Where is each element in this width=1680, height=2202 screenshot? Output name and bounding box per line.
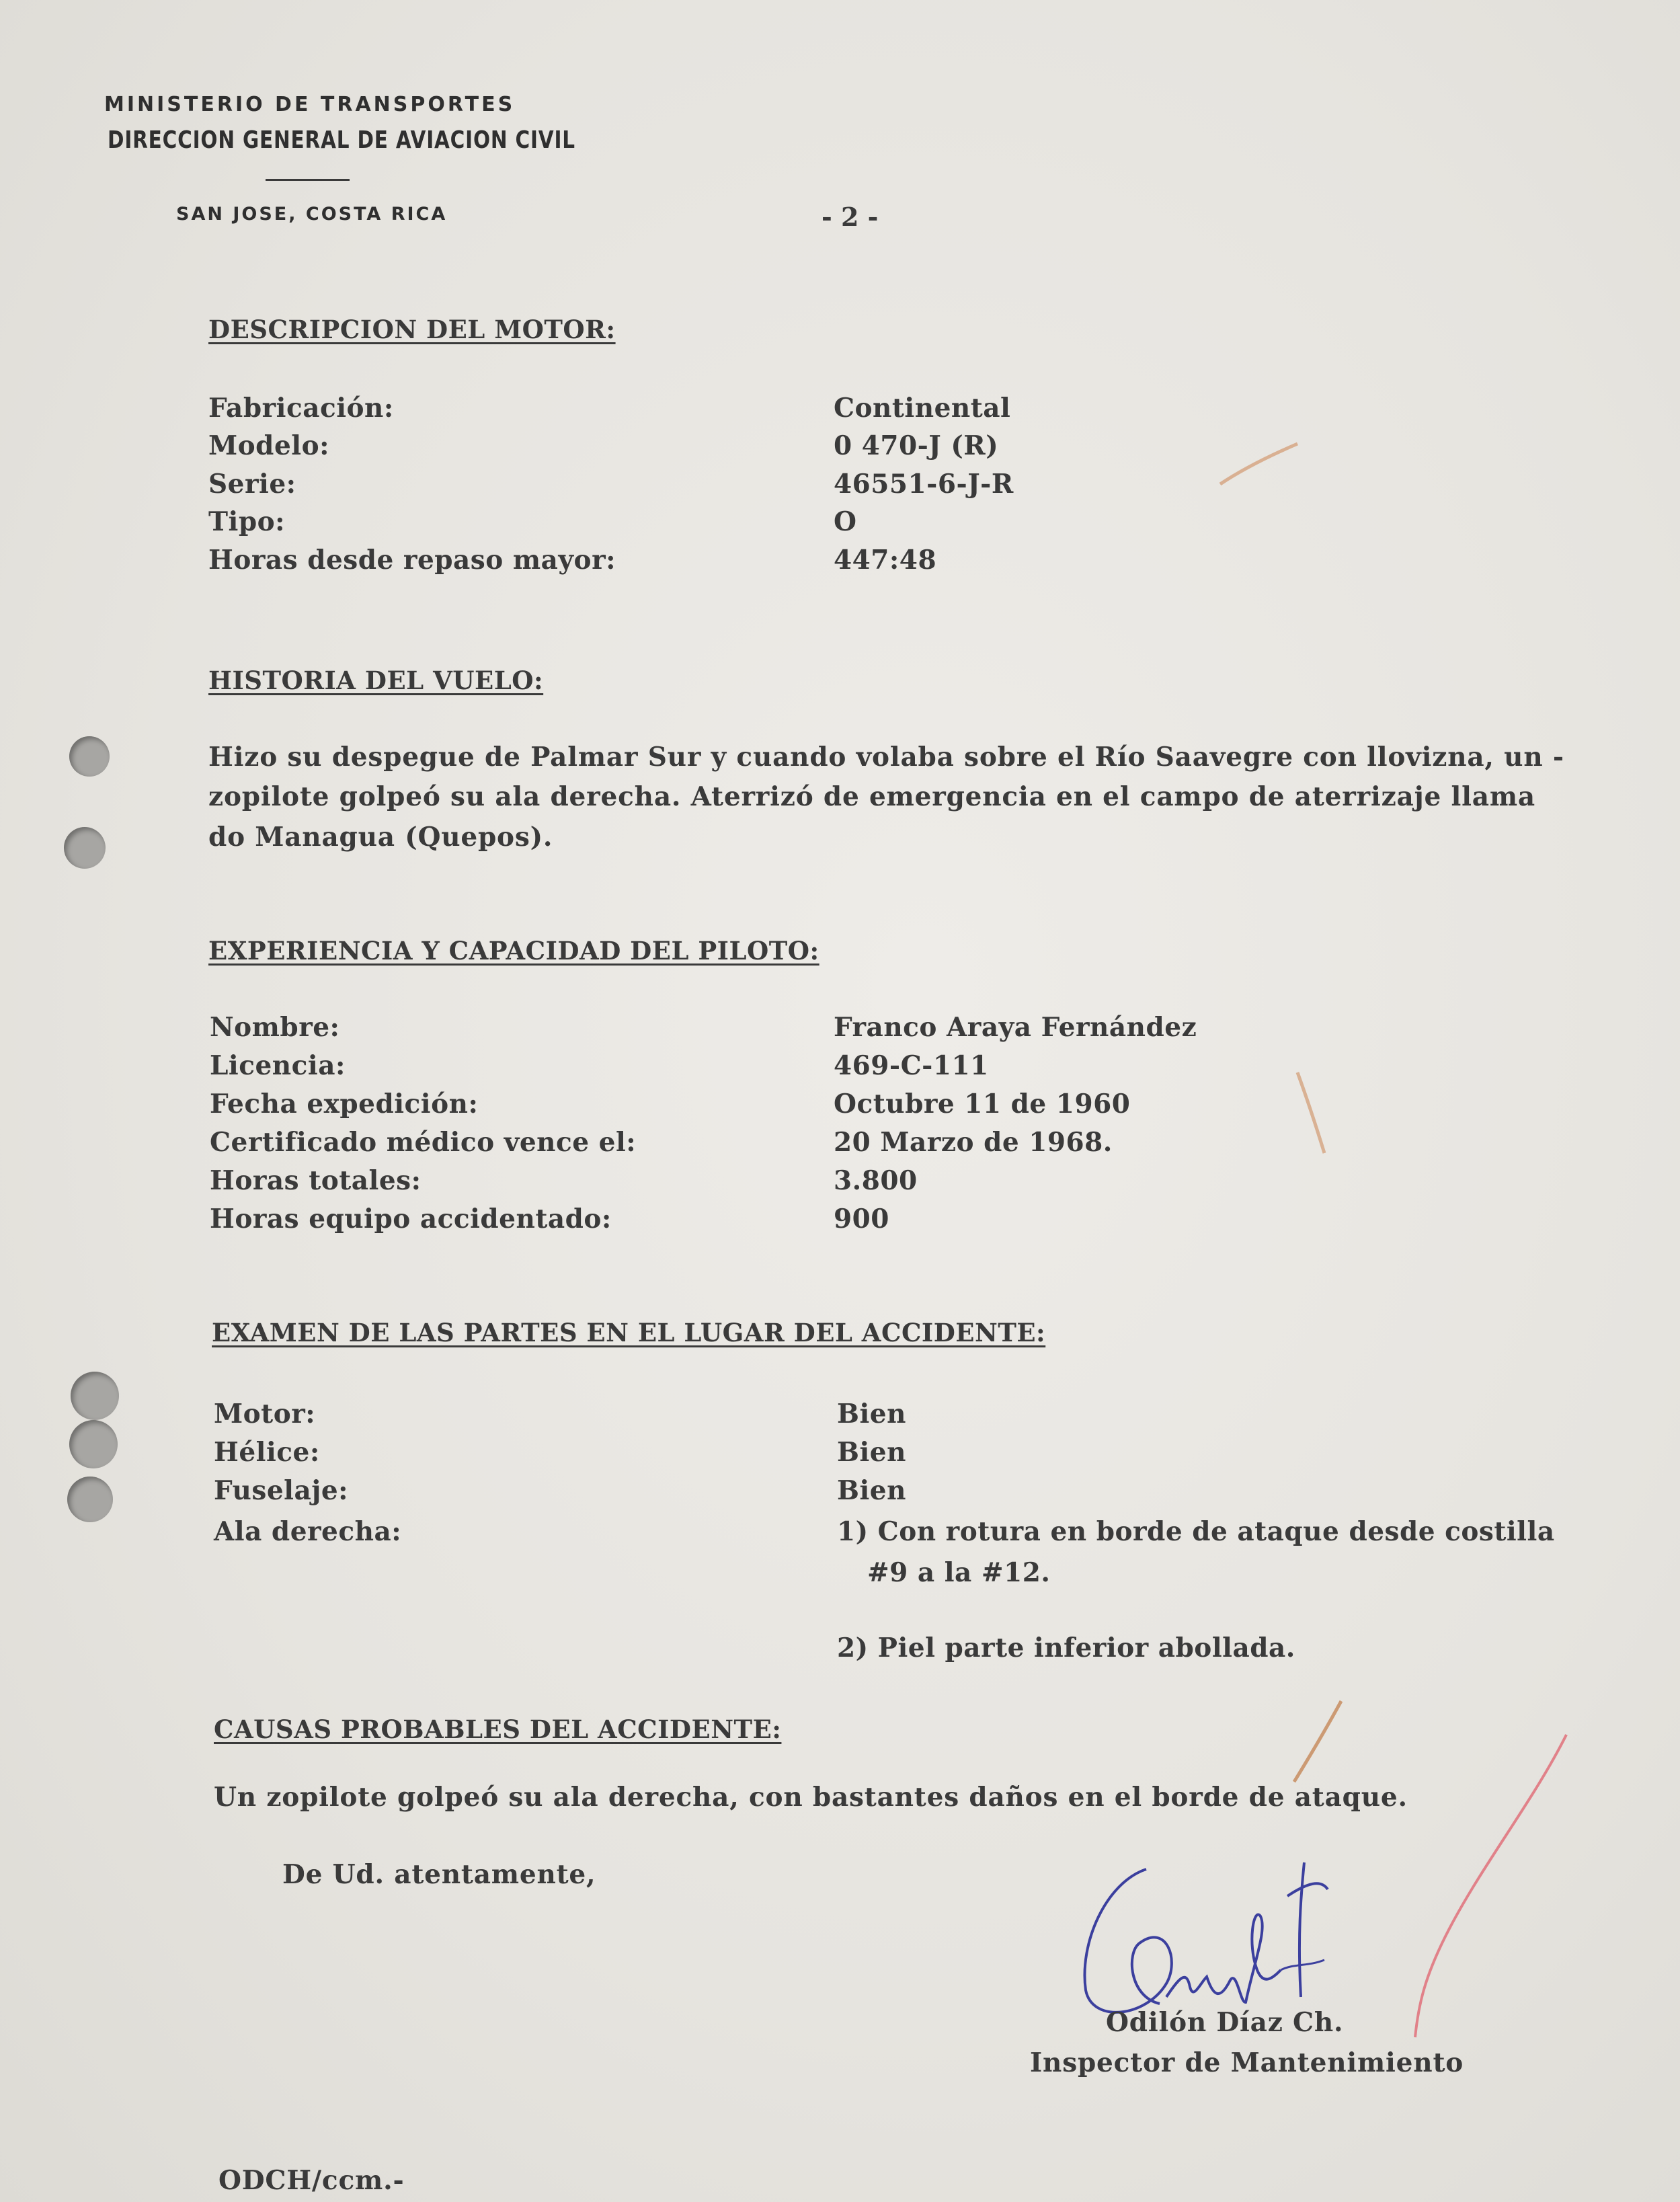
examination-value: Bien <box>837 1399 906 1429</box>
stain-mark <box>1291 1069 1331 1156</box>
punch-hole <box>69 736 110 777</box>
flight-history-line: do Managua (Quepos). <box>208 822 553 853</box>
examination-label: Motor: <box>214 1399 316 1429</box>
pilot-value: 900 <box>834 1204 889 1234</box>
pilot-label: Licencia: <box>210 1050 346 1081</box>
pilot-value: 20 Marzo de 1968. <box>834 1127 1113 1158</box>
punch-hole <box>69 1420 118 1468</box>
pilot-value: 3.800 <box>834 1165 918 1196</box>
examination-label: Hélice: <box>214 1437 320 1468</box>
engine-heading: DESCRIPCION DEL MOTOR: <box>208 315 616 344</box>
examination-label: Fuselaje: <box>214 1475 349 1506</box>
page-number: - 2 - <box>822 202 879 232</box>
engine-label: Fabricación: <box>208 393 394 424</box>
flight-history-heading: HISTORIA DEL VUELO: <box>208 666 544 695</box>
wing-damage-continuation: #9 a la #12. <box>867 1557 1051 1588</box>
reference-initials: ODCH/ccm.- <box>218 2165 405 2196</box>
pilot-label: Fecha expedición: <box>210 1089 479 1119</box>
causes-text: Un zopilote golpeó su ala derecha, con bastantes daños en el borde de ataque. <box>214 1782 1408 1813</box>
flight-history-line: Hizo su despegue de Palmar Sur y cuando volaba sobre el Río Saavegre con llovizna, un - <box>208 742 1564 773</box>
flight-history-line: zopilote golpeó su ala derecha. Aterrizó de emergencia en el campo de aterrizaje llama <box>208 781 1535 812</box>
punch-hole <box>64 827 106 869</box>
signatory-name: Odilón Díaz Ch. <box>1106 2007 1344 2038</box>
pilot-heading: EXPERIENCIA Y CAPACIDAD DEL PILOTO: <box>208 936 819 966</box>
pilot-label: Horas equipo accidentado: <box>210 1204 612 1234</box>
engine-value: O <box>834 506 857 537</box>
red-pencil-mark <box>1345 1721 1613 2057</box>
closing-salutation: De Ud. atentamente, <box>282 1859 596 1890</box>
engine-label: Serie: <box>208 469 296 500</box>
punch-hole <box>71 1372 119 1420</box>
engine-value: 447:48 <box>834 545 937 576</box>
engine-label: Tipo: <box>208 506 286 537</box>
pilot-value: 469-C-111 <box>834 1050 989 1081</box>
letterhead-rule <box>266 179 350 181</box>
signatory-title: Inspector de Mantenimiento <box>1030 2047 1464 2078</box>
engine-label: Horas desde repaso mayor: <box>208 545 616 576</box>
wing-damage-item-2: 2) Piel parte inferior abollada. <box>837 1633 1295 1663</box>
ministry-name: MINISTERIO DE TRANSPORTES <box>104 93 516 116</box>
pilot-label: Certificado médico vence el: <box>210 1127 637 1158</box>
direction-name: DIRECCION GENERAL DE AVIACION CIVIL <box>108 126 575 154</box>
pilot-value: Franco Araya Fernández <box>834 1012 1197 1043</box>
examination-value: 1) Con rotura en borde de ataque desde costilla <box>837 1516 1555 1547</box>
pilot-label: Nombre: <box>210 1012 340 1043</box>
engine-value: 46551-6-J-R <box>834 469 1014 500</box>
examination-value: Bien <box>837 1475 906 1506</box>
examination-value: Bien <box>837 1437 906 1468</box>
engine-value: 0 470-J (R) <box>834 430 999 461</box>
examination-heading: EXAMEN DE LAS PARTES EN EL LUGAR DEL ACCIDENTE: <box>212 1318 1046 1347</box>
pilot-value: Octubre 11 de 1960 <box>834 1089 1131 1119</box>
stain-mark <box>1287 1698 1348 1785</box>
examination-label: Ala derecha: <box>214 1516 402 1547</box>
engine-label: Modelo: <box>208 430 329 461</box>
city-line: SAN JOSE, COSTA RICA <box>176 204 448 225</box>
stain-mark <box>1217 437 1304 491</box>
engine-value: Continental <box>834 393 1011 424</box>
punch-hole <box>67 1477 113 1522</box>
causes-heading: CAUSAS PROBABLES DEL ACCIDENTE: <box>214 1715 782 1744</box>
pilot-label: Horas totales: <box>210 1165 422 1196</box>
